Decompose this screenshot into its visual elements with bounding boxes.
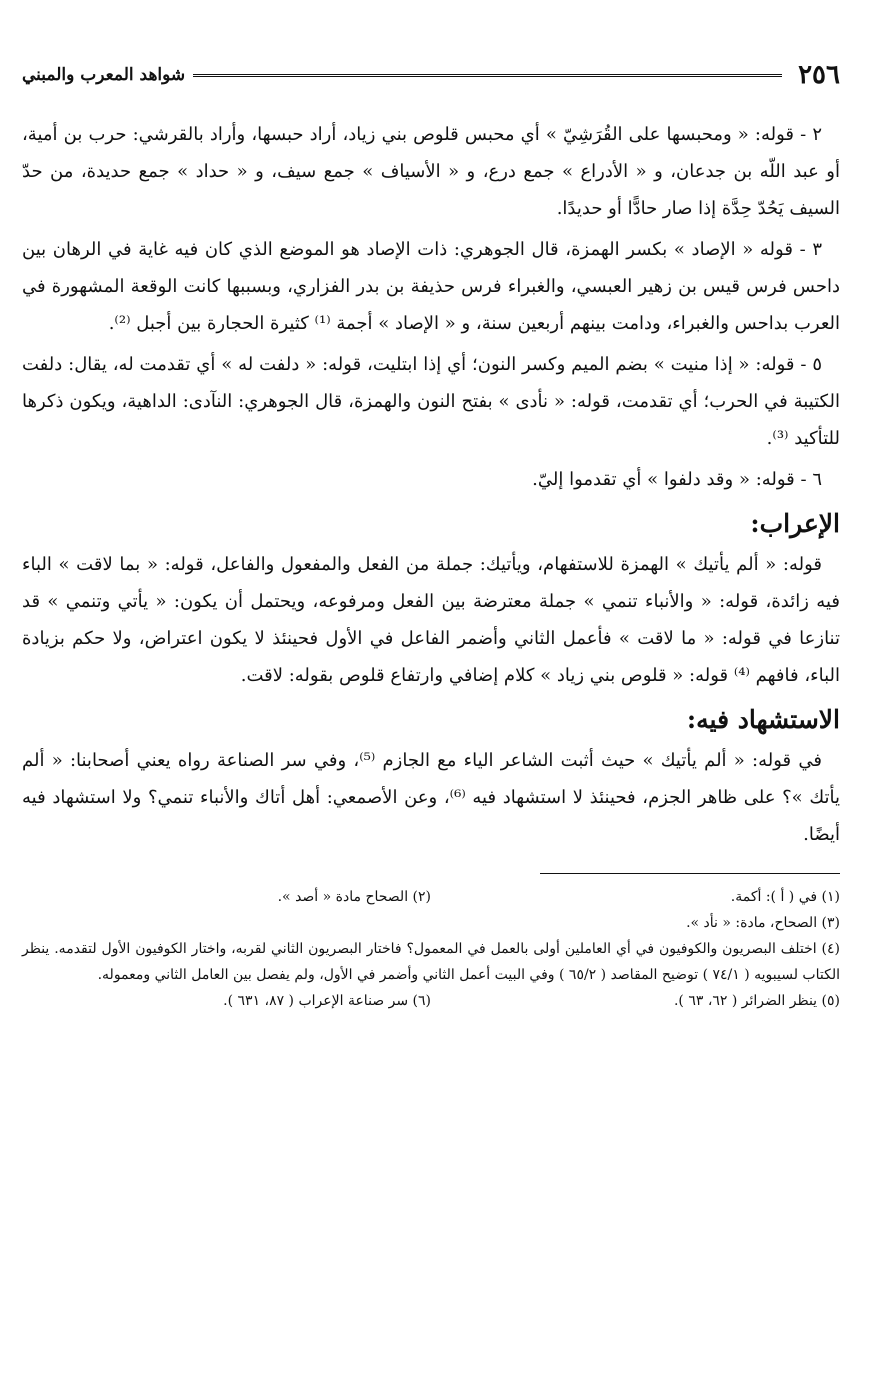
istishhad-paragraph: في قوله: « ألم يأتيك » حيث أثبت الشاعر الياء مع الجازم ⁽⁵⁾، وفي سر الصناعة رواه يعني أصحابنا: « ألم يأتك »؟ على ظاهر الجزم، فحينئذ لا استشهاد فيه ⁽⁶⁾، وعن الأصمعي: أهل أتاك والأنباء تنمي؟ ولا استشهاد فيه أيضًا. [22,750,841,845]
section-heading-irab: الإعراب: [750,509,840,538]
footnote-3: (٣) الصحاح، مادة: « نأد ». [686,915,840,931]
page-number: ٢٥٦ [798,60,840,90]
footnotes [22,884,840,1014]
commentary-paragraph-6: ٦ - قوله: « وقد دلفوا » أي تقدموا إليّ. [532,469,822,490]
footnote-row [22,988,840,1014]
footnote-2: (٢) الصحاح مادة « أصد ». [277,889,431,905]
page-header [22,58,840,92]
running-title: شواهد المعرب والمبني [22,65,186,85]
irab-paragraph: قوله: « ألم يأتيك » الهمزة للاستفهام، ويأتيك: جملة من الفعل والمفعول والفاعل، قوله: « بما لاقت » الباء فيه زائدة، قوله: « والأنباء تنمي » جملة معترضة بين الفعل ومرفوعه، ويحتمل أن يكون: « يأتي وتنمي » قد تنازعا في قوله: « ما لاقت » فأعمل الثاني وأضمر الفاعل في الأول فحينئذ لا يكون اعتراض، ولا حكم بزيادة الباء، فافهم ⁽⁴⁾ قوله: « قلوص بني زياد » كلام إضافي وارتفاع قلوص بقوله: لاقت. [22,554,840,686]
commentary-paragraph-2: ٢ - قوله: « ومحبسها على القُرَشِيّ » أي محبس قلوص بني زياد، أراد حبسها، وأراد بالقرشي: حرب بن أمية، أو عبد اللّه بن جدعان، و « الأدراع » جمع درع، و « الأسياف » جمع سيف، و « حداد » جمع حديدة، من حدّ السيف يَحُدّ حِدَّة إذا صار حادًّا أو حديدًا. [22,124,840,219]
footnote-5: (٥) ينظر الضرائر ( ٦٢، ٦٣ ). [673,993,840,1009]
footnote-4: (٤) اختلف البصريون والكوفيون في أي العاملين أولى بالعمل في المعمول؟ فاختار البصريون الثاني لقربه، واختار الكوفيون الأول لتقدمه. ينظر الكتاب لسيبويه ( ٧٤/١ ) توضيح المقاصد ( ٦٥/٢ ) وفي البيت أعمل الثاني وأضمر في الأول، ولم يفصل بين العامل الثاني ومعموله. [22,941,840,983]
footnote-row [22,884,840,910]
commentary-paragraph-3: ٣ - قوله « الإصاد » بكسر الهمزة، قال الجوهري: ذات الإصاد هو الموضع الذي كان فيه غاية في الرهان بين داحس فرس قيس بن زهير العبسي، والغبراء فرس حذيفة بن بدر الفزاري، وبسببها كانت الوقعة المشهورة في العرب بداحس والغبراء، ودامت بينهم أربعين سنة، و « الإصاد » أجمة ⁽¹⁾ كثيرة الحجارة بين أجبل ⁽²⁾. [22,239,840,334]
book-page [22,58,840,1014]
commentary-paragraph-5: ٥ - قوله: « إذا منيت » بضم الميم وكسر النون؛ أي إذا ابتليت، قوله: « دلفت له » أي تقدمت له، يقال: دلفت الكتيبة في الحرب؛ أي تقدمت، قوله: « نأدى » بفتح النون والهمزة، قال الجوهري: النآدى: الداهية، ويكون ذكرها للتأكيد ⁽³⁾. [22,354,840,449]
section-heading-istishhad: الاستشهاد فيه: [686,705,840,734]
footnote-1: (١) في ( أ ): أكمة. [730,889,840,905]
footnote-separator [540,873,840,874]
footnote-6: (٦) سر صناعة الإعراب ( ٨٧، ٦٣١ ). [223,993,431,1009]
header-rule [193,74,782,77]
